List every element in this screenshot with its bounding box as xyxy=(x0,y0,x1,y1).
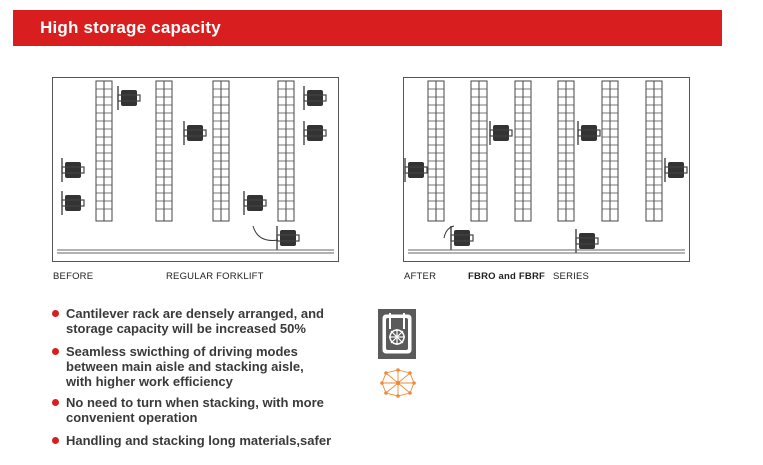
bullet-line: convenient operation xyxy=(66,410,198,425)
before-caption: BEFORE xyxy=(53,271,94,282)
bullet-line: Handling and stacking long materials,safer xyxy=(66,433,332,448)
bullet-line: Cantilever rack are densely arranged, and xyxy=(66,306,324,321)
forklift-front-icon xyxy=(378,309,416,359)
bullet-dot xyxy=(52,310,59,317)
after-caption: AFTER xyxy=(404,271,437,282)
bullet-line: Seamless swicthing of driving modes xyxy=(66,344,298,359)
regular-forklift-caption: REGULAR FORKLIFT xyxy=(166,271,264,282)
before-layout-diagram xyxy=(52,77,339,262)
bullet-dot xyxy=(52,437,59,444)
bullet-line: No need to turn when stacking, with more xyxy=(66,395,324,410)
before-warehouse-plan xyxy=(53,78,338,261)
bullet-line: storage capacity will be increased 50% xyxy=(66,321,306,336)
after-layout-diagram xyxy=(403,77,690,262)
bullet-dot xyxy=(52,348,59,355)
bullet-line: with higher work efficiency xyxy=(66,374,233,389)
series-name-caption: FBRO and FBRF xyxy=(468,271,546,282)
multidirectional-network-icon xyxy=(378,368,418,398)
bullet-line: between main aisle and stacking aisle, xyxy=(66,359,304,374)
series-suffix-caption: SERIES xyxy=(553,271,590,282)
after-warehouse-plan xyxy=(404,78,689,261)
section-banner xyxy=(13,10,722,46)
bullet-dot xyxy=(52,399,59,406)
section-title: High storage capacity xyxy=(40,18,221,37)
